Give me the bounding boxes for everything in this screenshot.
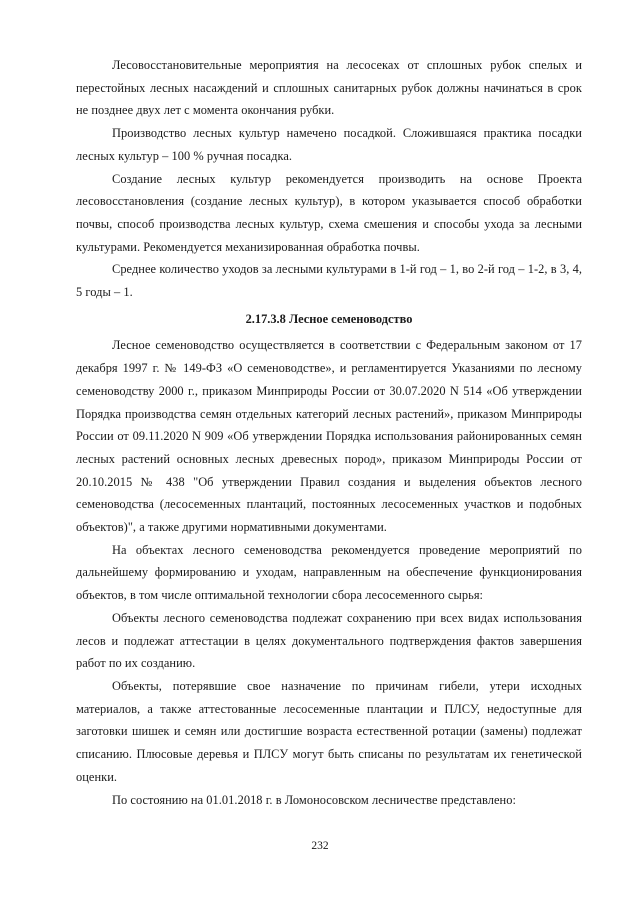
paragraph-status-date: По состоянию на 01.01.2018 г. в Ломоносовском лесничестве представлено: [112, 792, 516, 807]
paragraph-seed-regulation: Лесное семеноводство осуществляется в соответствии с Федеральным законом от 17 декабря 1997 г. № 149-ФЗ «О семеноводстве», и регламентируется Указаниями по лесному семеноводству 2000 г., приказом Минприроды России от 30.07.2020 N 514 «Об утверждении Порядка производства семян отдельных категорий лесных растений», приказом Минприроды России от 09.11.2020 N 909 «Об утверждении Порядка использования районированных семян лесных растений основных лесных древесных пород», приказом Минприроды России от 20.10.2015 № 438 "Об утверждении Правил создания и выделения объектов лесного семеноводства (лесосеменных плантаций, постоянных лесосеменных участков и подобных объектов)", а также другими нормативными документами. [76, 338, 582, 535]
paragraph-planting-method: Производство лесных культур намечено посадкой. Сложившаяся практика посадки лесных культур – 100 % ручная посадка. [76, 126, 582, 163]
paragraph-seed-measures: На объектах лесного семеноводства рекомендуется проведение мероприятий по дальнейшему формированию и уходам, направленным на обеспечение функционирования объектов, в том числе оптимальной технологии сбора лесосеменного сырья: [76, 542, 582, 603]
paragraph-reforestation-timing: Лесовосстановительные мероприятия на лесосеках от сплошных рубок спелых и перестойных лесных насаждений и сплошных санитарных рубок должны начинаться в срок не позднее двух лет с момента окончания рубки. [76, 58, 582, 118]
page-number: 232 [311, 840, 329, 852]
section-heading: 2.17.3.8 Лесное семеноводство [245, 311, 413, 326]
paragraph-care-frequency: Среднее количество уходов за лесными культурами в 1-й год – 1, во 2-й год – 1-2, в 3, 4, 5 годы – 1. [76, 262, 582, 300]
paragraph-reforestation-project: Создание лесных культур рекомендуется производить на основе Проекта лесовосстановления (создание лесных культур), в котором указывается способ обработки почвы, способ производства лесных культур, схема смешения и способы ухода за лесными культурами. Рекомендуется механизированная обработка почвы. [76, 171, 582, 254]
document-page [76, 54, 582, 811]
paragraph-seed-writeoff: Объекты, потерявшие свое назначение по причинам гибели, утери исходных материалов, а также аттестованные лесосеменные плантации и ПЛСУ, недоступные для заготовки шишек и семян или достигшие возраста естественной ротации (замены) подлежат списанию. Плюсовые деревья и ПЛСУ могут быть списаны по результатам их генетической оценки. [76, 678, 582, 784]
paragraph-seed-preservation: Объекты лесного семеноводства подлежат сохранению при всех видах использования лесов и подлежат аттестации в целях документального подтверждения фактов завершения работ по их созданию. [76, 610, 582, 671]
